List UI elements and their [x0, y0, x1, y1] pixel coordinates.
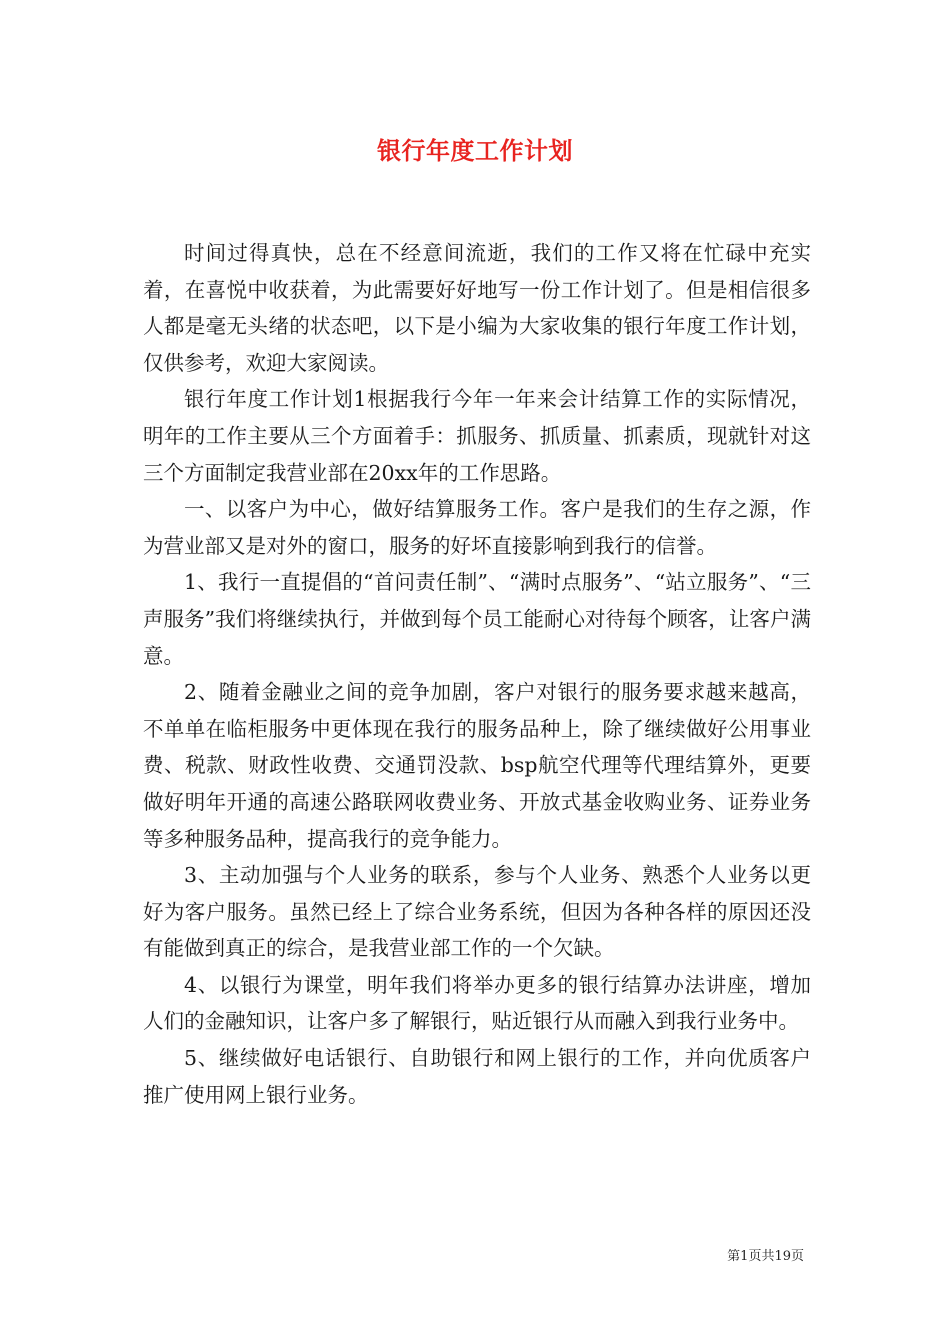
paragraph-item-1: 1、我行一直提倡的“首问责任制”、“满时点服务”、“站立服务”、“三声服务”我们将继续执行，并做到每个员工能耐心对待每个顾客，让客户满意。	[143, 570, 811, 668]
paragraph-item-2: 2、随着金融业之间的竞争加剧，客户对银行的服务要求越来越高，不单单在临柜服务中更体现在我行的服务品种上，除了继续做好公用事业费、税款、财政性收费、交通罚没款、bsp航空代理等代理结算外，更要做好明年开通的高速公路联网收费业务、开放式基金收购业务、证券业务等多种服务品种，提高我行的竞争能力。	[143, 680, 811, 851]
paragraph-intro: 时间过得真快，总在不经意间流逝，我们的工作又将在忙碌中充实着，在喜悦中收获着，为此需要好好地写一份工作计划了。但是相信很多人都是毫无头绪的状态吧，以下是小编为大家收集的银行年度工作计划，仅供参考，欢迎大家阅读。	[143, 241, 811, 375]
page-title: 银行年度工作计划	[377, 136, 573, 165]
document-body	[143, 235, 811, 1113]
paragraph-item-4: 4、以银行为课堂，明年我们将举办更多的银行结算办法讲座，增加人们的金融知识，让客户多了解银行，贴近银行从而融入到我行业务中。	[143, 972, 811, 1034]
page-number-footer: 第1页共19页	[727, 1249, 804, 1264]
paragraph-section-1: 一、以客户为中心，做好结算服务工作。客户是我们的生存之源，作为营业部又是对外的窗口，服务的好坏直接影响到我行的信誉。	[143, 497, 811, 558]
paragraph-item-3: 3、主动加强与个人业务的联系，参与个人业务、熟悉个人业务以更好为客户服务。虽然已经上了综合业务系统，但因为各种各样的原因还没有能做到真正的综合，是我营业部工作的一个欠缺。	[143, 863, 811, 961]
paragraph-item-5: 5、继续做好电话银行、自助银行和网上银行的工作，并向优质客户推广使用网上银行业务。	[143, 1046, 811, 1107]
paragraph-plan-1: 银行年度工作计划1根据我行今年一年来会计结算工作的实际情况，明年的工作主要从三个方面着手：抓服务、抓质量、抓素质，现就针对这三个方面制定我营业部在20xx年的工作思路。	[143, 387, 811, 485]
